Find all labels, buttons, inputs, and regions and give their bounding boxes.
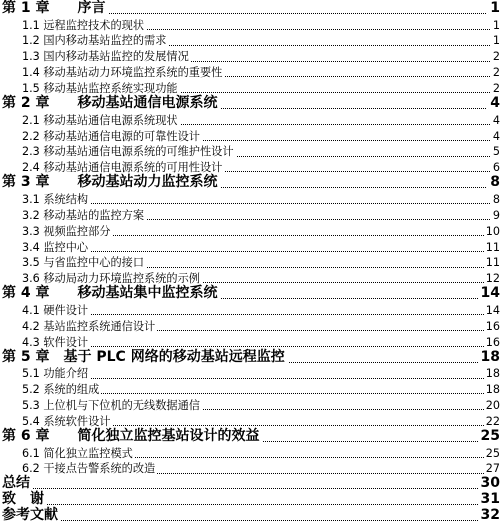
toc-page-number: 16	[485, 335, 500, 349]
toc-section-title: 4.1 硬件设计	[22, 303, 89, 317]
toc-chapter-title: 第 1 章 序言	[2, 1, 109, 15]
toc-section-title: 6.2 干接点告警系统的改造	[22, 462, 156, 476]
toc-page-number: 30	[478, 476, 500, 490]
toc-section-row	[0, 444, 504, 460]
toc-chapter-title: 第 5 章 基于 PLC 网络的移动基站远程监控	[2, 350, 288, 364]
toc-section-title: 5.1 功能介绍	[22, 367, 89, 381]
toc-section-title: 2.1 移动基站通信电源系统现状	[22, 113, 178, 127]
toc-section-title: 1.5 移动基站监控系统实现功能	[22, 82, 178, 96]
toc-page-number: 14	[485, 303, 500, 317]
toc-page-number: 9	[492, 208, 500, 222]
toc-leader-dots	[2, 504, 500, 505]
toc-section-row	[0, 111, 504, 127]
toc-chapter-title: 第 4 章 移动基站集中监控系统	[2, 286, 221, 300]
toc-page-number: 25	[478, 429, 500, 443]
toc-leader-dots	[2, 520, 500, 521]
toc-section-row	[0, 143, 504, 159]
toc-page-number: 18	[485, 367, 500, 381]
toc-chapter-title: 第 2 章 移动基站通信电源系统	[2, 96, 221, 110]
toc-page-number: 8	[492, 192, 500, 206]
toc-chapter-title: 参考文献	[2, 508, 61, 522]
toc-page-number: 11	[485, 240, 500, 254]
toc-section-title: 4.2 基站监控系统通信设计	[22, 319, 156, 333]
toc-page-number: 6	[492, 161, 500, 175]
toc-section-title: 5.4 系统软件设计	[22, 414, 111, 428]
toc-section-row	[0, 238, 504, 254]
toc-page-number: 31	[478, 492, 500, 506]
toc-section-row	[0, 32, 504, 48]
toc-section-title: 3.5 与省监控中心的接口	[22, 256, 145, 270]
toc-page-number: 14	[478, 286, 500, 300]
toc-section-title: 3.2 移动基站的监控方案	[22, 208, 145, 222]
toc-leader-dots	[2, 488, 500, 489]
toc-section-title: 1.3 国内移动基站监控的发展情况	[22, 50, 189, 64]
toc-chapter-title: 第 3 章 移动基站动力监控系统	[2, 175, 221, 189]
toc-chapter-title: 致 谢	[2, 492, 47, 506]
toc-section-row	[0, 158, 504, 174]
toc-section-row	[0, 254, 504, 270]
toc-chapter-row	[0, 428, 504, 444]
toc-chapter-row	[0, 174, 504, 190]
toc-chapter-row	[0, 349, 504, 365]
toc-section-row	[0, 396, 504, 412]
toc-page-number: 1	[492, 34, 500, 48]
toc-leader-dots	[22, 251, 500, 252]
toc-section-title: 1.1 远程监控技术的现状	[22, 18, 145, 32]
toc-page-number: 10	[485, 224, 500, 238]
toc-section-title: 4.3 软件设计	[22, 335, 89, 349]
toc-chapter-row	[0, 0, 504, 16]
toc-section-row	[0, 365, 504, 381]
toc-section-row	[0, 63, 504, 79]
toc-page-number: 27	[485, 462, 500, 476]
toc-section-title: 3.6 移动局动力环境监控系统的示例	[22, 272, 200, 286]
toc-section-row	[0, 333, 504, 349]
toc-section-title: 3.4 监控中心	[22, 240, 89, 254]
toc-section-row	[0, 48, 504, 64]
toc-page-number: 32	[478, 508, 500, 522]
toc-section-title: 2.3 移动基站通信电源系统的可维护性设计	[22, 145, 234, 159]
toc-section-row	[0, 269, 504, 285]
toc-section-row	[0, 317, 504, 333]
toc-page-number: 2	[492, 50, 500, 64]
toc-page-number: 1	[492, 18, 500, 32]
toc-page-number: 18	[478, 350, 500, 364]
toc-page-number: 4	[492, 113, 500, 127]
toc-section-row	[0, 127, 504, 143]
toc-section-row	[0, 460, 504, 476]
toc-section-title: 2.4 移动基站通信电源系统的可用性设计	[22, 161, 223, 175]
toc-page-number: 18	[485, 383, 500, 397]
toc-section-row	[0, 412, 504, 428]
toc-chapter-row	[0, 507, 504, 523]
toc-section-title: 3.1 系统结构	[22, 192, 89, 206]
toc-page-number: 8	[487, 175, 500, 189]
toc-page-number: 11	[485, 256, 500, 270]
toc-page-number: 2	[492, 66, 500, 80]
toc-page-number: 12	[485, 272, 500, 286]
toc-section-title: 5.3 上位机与下位机的无线数据通信	[22, 399, 200, 412]
toc-chapter-title: 总结	[2, 476, 33, 490]
toc-page-number: 4	[492, 129, 500, 143]
toc-leader-dots	[22, 378, 500, 379]
toc-section-title: 6.1 简化独立监控模式	[22, 446, 133, 460]
toc-chapter-title: 第 6 章 简化独立监控基站设计的效益	[2, 429, 263, 443]
toc-section-row	[0, 16, 504, 32]
toc-section-title: 5.2 系统的组成	[22, 383, 100, 397]
toc-page-number: 5	[492, 145, 500, 159]
toc-chapter-row	[0, 491, 504, 507]
toc-page-number: 1	[487, 1, 500, 15]
toc-section-title: 1.4 移动基站动力环境监控系统的重要性	[22, 66, 223, 80]
toc-section-row	[0, 380, 504, 396]
toc-chapter-row	[0, 95, 504, 111]
toc-section-row	[0, 190, 504, 206]
toc-section-title: 2.2 移动基站通信电源的可靠性设计	[22, 129, 200, 143]
toc-leader-dots	[22, 346, 500, 347]
toc-leader-dots	[22, 314, 500, 315]
toc-chapter-row	[0, 475, 504, 491]
toc-page-number: 4	[487, 96, 500, 110]
toc-page-number: 25	[485, 446, 500, 460]
toc-page-number: 2	[492, 82, 500, 96]
toc-page-number: 20	[485, 399, 500, 412]
toc-section-title: 3.3 视频监控部分	[22, 224, 111, 238]
toc-section-row	[0, 206, 504, 222]
toc-section-row	[0, 222, 504, 238]
toc-section-row	[0, 301, 504, 317]
toc-leader-dots	[22, 203, 500, 204]
toc-page-number: 16	[485, 319, 500, 333]
toc-chapter-row	[0, 285, 504, 301]
toc-page-number: 22	[485, 414, 500, 428]
toc-section-row	[0, 79, 504, 95]
toc-section-title: 1.2 国内移动基站监控的需求	[22, 34, 167, 48]
